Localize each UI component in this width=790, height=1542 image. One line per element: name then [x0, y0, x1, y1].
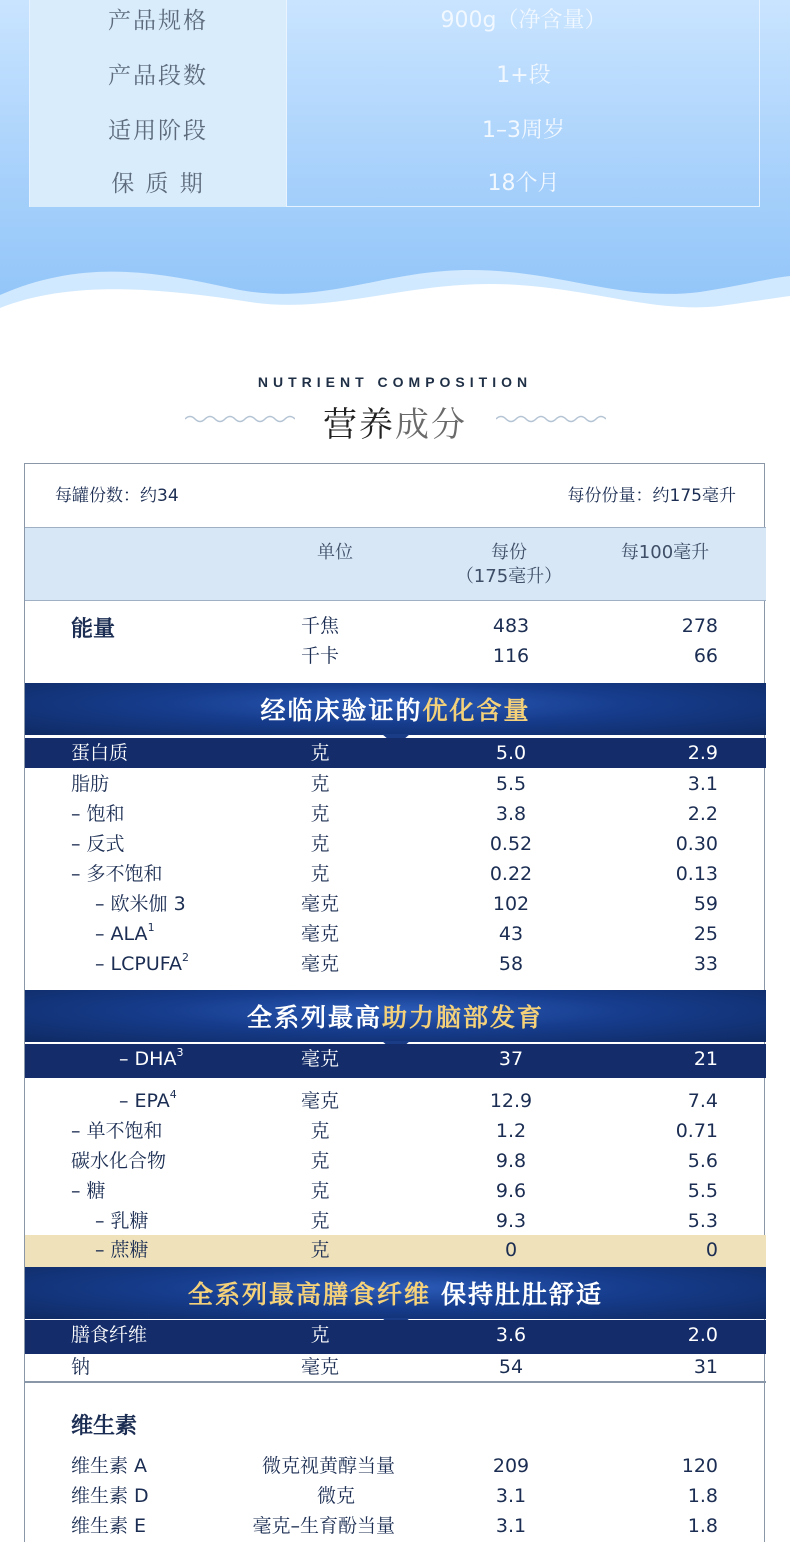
cell-name: – 蔗糖 [95, 1239, 149, 1261]
table-row-highlight [25, 1235, 766, 1267]
table-row [25, 949, 766, 979]
cell-per: 9.8 [495, 1150, 527, 1172]
table-row [25, 1086, 766, 1116]
spec-row-stage [30, 46, 761, 101]
cell-per100: 2.0 [687, 1324, 718, 1346]
cell-per: 58 [498, 953, 524, 975]
cell-name: – 糖 [71, 1180, 106, 1202]
cell-unit: 微克视黄醇当量 [261, 1455, 395, 1477]
cell-name-text: – DHA [119, 1048, 177, 1070]
col-per-sub-header: （175毫升） [455, 566, 563, 587]
footnote-marker: 1 [147, 921, 155, 934]
cell-per: 483 [492, 615, 530, 637]
cell-per100: 59 [693, 893, 718, 915]
table-row [25, 889, 766, 919]
cell-unit: 毫克 [300, 923, 339, 945]
cell-unit: 毫克–生育酚当量 [252, 1515, 395, 1537]
cell-unit: 毫克 [300, 1356, 339, 1378]
table-row [25, 1116, 766, 1146]
cell-per100: 2.9 [687, 742, 718, 764]
cell-per100: 1.8 [687, 1485, 718, 1507]
table-row [25, 1146, 766, 1176]
cell-unit: 克 [310, 773, 330, 795]
cell-per100: 5.6 [687, 1150, 718, 1172]
cell-per: 0.22 [489, 863, 533, 885]
section-divider [25, 1381, 766, 1383]
cell-name-text: – ALA [95, 923, 148, 945]
table-row [25, 1352, 766, 1382]
vitamins-title: 维生素 [71, 1414, 138, 1439]
cell-per: 3.1 [495, 1515, 527, 1537]
spec-value: 1–3周岁 [482, 118, 565, 143]
cell-per: 102 [492, 893, 530, 915]
cell-unit: 毫克 [300, 893, 339, 915]
cell-per: 5.5 [495, 773, 527, 795]
cell-unit: 毫克 [300, 1048, 339, 1070]
spec-label: 保 质 期 [30, 156, 286, 207]
banner-text: 保持肚肚舒适 [441, 1280, 604, 1309]
cell-unit: 毫克 [300, 953, 339, 975]
cell-name: – 饱和 [71, 803, 125, 825]
cell-per: 9.6 [495, 1180, 527, 1202]
chinese-heading [0, 397, 790, 446]
cell-name: 钠 [71, 1356, 91, 1378]
spec-label: 产品段数 [30, 46, 286, 101]
cell-unit: 克 [310, 1120, 330, 1142]
cell-name-text: – LCPUFA [95, 953, 182, 975]
cell-name [95, 949, 189, 979]
cell-per: 3.1 [495, 1485, 527, 1507]
cell-unit: 克 [310, 1239, 330, 1261]
cell-unit: 微克 [316, 1485, 355, 1507]
cell-unit: 千卡 [300, 645, 339, 667]
column-header [25, 527, 766, 601]
cell-per100: 5.5 [687, 1180, 718, 1202]
cell-per100: 66 [693, 645, 718, 667]
spec-value: 900g（净含量） [440, 8, 607, 33]
cell-per: 0.52 [489, 833, 533, 855]
cell-unit: 克 [310, 1150, 330, 1172]
spec-row-shelf-life [30, 156, 761, 207]
spec-label: 适用阶段 [30, 101, 286, 156]
cell-name: 膳食纤维 [71, 1324, 148, 1346]
english-heading: NUTRIENT COMPOSITION [257, 374, 533, 390]
table-row [25, 1511, 766, 1541]
cell-per100: 21 [693, 1048, 718, 1070]
spec-row-age [30, 101, 761, 156]
cell-unit: 克 [310, 863, 330, 885]
banner-text: 经临床验证的 [260, 696, 423, 725]
cell-per100: 1.8 [687, 1515, 718, 1537]
table-row [25, 1451, 766, 1481]
banner-brain [25, 990, 766, 1042]
squiggle-right-icon [496, 410, 606, 428]
cell-name: 碳水化合物 [71, 1150, 167, 1172]
table-row [25, 1176, 766, 1206]
cell-name: 蛋白质 [71, 742, 129, 764]
servings-per-can: 每罐份数：约34 [55, 486, 179, 506]
cell-name: 维生素 D [71, 1485, 149, 1507]
banner-text: 全系列最高 [246, 1003, 382, 1032]
cell-per100: 25 [693, 923, 718, 945]
cell-unit: 毫克 [300, 1090, 339, 1112]
footnote-marker: 3 [176, 1046, 184, 1059]
col-100-header: 每100毫升 [620, 542, 710, 563]
heading-dark: 营养 [323, 405, 395, 445]
cell-per100: 0 [705, 1239, 718, 1261]
table-row [25, 1206, 766, 1236]
cell-per100: 3.1 [687, 773, 718, 795]
table-row [25, 641, 766, 671]
table-row [25, 738, 766, 768]
table-row [25, 611, 766, 641]
heading-light: 成分 [395, 405, 467, 445]
cell-per: 54 [498, 1356, 524, 1378]
spec-divider [286, 0, 287, 207]
spec-row-size [30, 0, 761, 46]
cell-name: – 单不饱和 [71, 1120, 163, 1142]
cell-per100: 120 [681, 1455, 718, 1477]
cell-per100: 5.3 [687, 1210, 718, 1232]
cell-per: 12.9 [489, 1090, 533, 1112]
banner-highlight: 助力脑部发育 [382, 1003, 545, 1032]
cell-name: – 反式 [71, 833, 125, 855]
banner-optimized [25, 683, 766, 735]
cell-name: – 多不饱和 [71, 863, 163, 885]
cell-per: 37 [498, 1048, 524, 1070]
banner-highlight: 全系列最高膳食纤维 [187, 1280, 431, 1309]
banner-highlight: 优化含量 [422, 696, 531, 725]
banner-fiber [25, 1267, 766, 1319]
cell-name: 维生素 A [71, 1455, 148, 1477]
cell-per100: 278 [681, 615, 718, 637]
col-unit-header: 单位 [317, 542, 353, 563]
cell-per100: 0.30 [675, 833, 718, 855]
footnote-marker: 2 [181, 951, 189, 964]
cell-name: – 欧米伽 3 [95, 893, 186, 915]
cell-name [119, 1044, 183, 1074]
table-row [25, 1481, 766, 1511]
cell-unit: 克 [310, 742, 330, 764]
cell-per100: 31 [693, 1356, 718, 1378]
cell-name [95, 919, 155, 949]
cell-name: 脂肪 [71, 773, 110, 795]
cell-name [119, 1086, 177, 1116]
cell-name: – 乳糖 [95, 1210, 149, 1232]
cell-per100: 33 [693, 953, 718, 975]
cell-per100: 2.2 [687, 803, 718, 825]
wave-divider [0, 240, 790, 340]
table-row [25, 829, 766, 859]
nutrition-table [24, 463, 765, 1542]
cell-per100: 0.13 [675, 863, 718, 885]
cell-unit: 克 [310, 1324, 330, 1346]
squiggle-left-icon [185, 410, 295, 428]
cell-name-text: – EPA [119, 1090, 170, 1112]
cell-unit: 千焦 [300, 615, 339, 637]
footnote-marker: 4 [169, 1088, 177, 1101]
table-row [25, 769, 766, 799]
cell-per: 3.8 [495, 803, 527, 825]
cell-per100: 7.4 [687, 1090, 718, 1112]
spec-label: 产品规格 [30, 0, 286, 46]
cell-unit: 克 [310, 1180, 330, 1202]
cell-unit: 克 [310, 833, 330, 855]
col-per-header: 每份 [491, 542, 527, 563]
spec-table [29, 0, 760, 207]
serving-size: 每份份量：约175毫升 [567, 486, 736, 506]
cell-per: 3.6 [495, 1324, 527, 1346]
table-row [25, 1044, 766, 1078]
table-row [25, 799, 766, 829]
cell-per: 43 [498, 923, 524, 945]
table-row [25, 919, 766, 949]
cell-name: 维生素 E [71, 1515, 147, 1537]
cell-per: 9.3 [495, 1210, 527, 1232]
cell-per: 116 [492, 645, 530, 667]
cell-unit: 克 [310, 803, 330, 825]
cell-per: 5.0 [495, 742, 527, 764]
cell-per100: 0.71 [675, 1120, 718, 1142]
cell-per: 0 [504, 1239, 518, 1261]
table-row [25, 859, 766, 889]
cell-unit: 克 [310, 1210, 330, 1232]
cell-per: 1.2 [495, 1120, 527, 1142]
cell-per: 209 [492, 1455, 530, 1477]
energy-title: 能量 [71, 617, 116, 642]
table-row [25, 1320, 766, 1354]
spec-value: 18个月 [487, 171, 560, 196]
servings-row [25, 481, 766, 511]
spec-value: 1+段 [496, 63, 551, 88]
